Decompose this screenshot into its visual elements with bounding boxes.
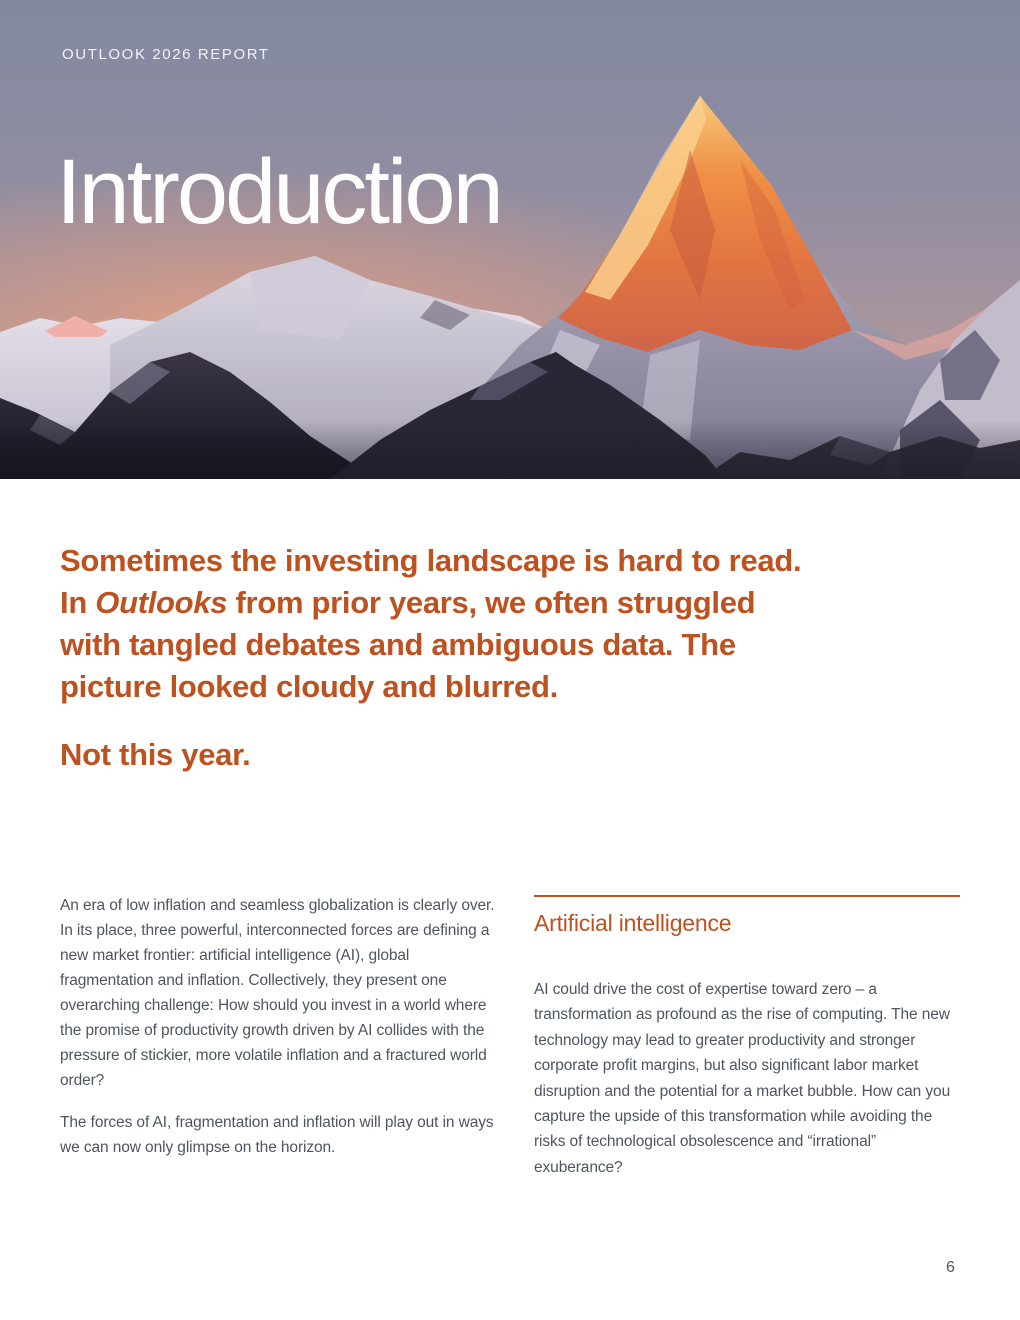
report-eyebrow: OUTLOOK 2026 REPORT xyxy=(62,46,270,63)
hero-section xyxy=(0,0,1020,479)
lede-line: picture looked cloudy and blurred. xyxy=(60,669,558,704)
lede-section xyxy=(60,540,920,776)
page-title: Introduction xyxy=(56,141,501,243)
intro-column xyxy=(60,893,500,1160)
ai-column xyxy=(534,895,960,1180)
lede-line: with tangled debates and ambiguous data. The xyxy=(60,627,736,662)
section-heading: Artificial intelligence xyxy=(534,910,732,936)
lede-paragraph xyxy=(60,540,920,708)
page-number: 6 xyxy=(946,1259,955,1276)
outlooks-italic: Outlooks xyxy=(95,585,228,620)
lede-line: In Outlooks from prior years, we often struggled xyxy=(60,585,756,620)
intro-paragraph-2: The forces of AI, fragmentation and inflation will play out in ways we can now only glimpse on the horizon. xyxy=(60,1114,494,1156)
section-rule xyxy=(534,895,960,897)
ai-paragraph: AI could drive the cost of expertise toward zero – a transformation as profound as the rise of computing. The new technology may lead to greater productivity and stronger corporate profit margins, but also significant labor market disruption and the potential for a market bubble. How can you capture the upside of this transformation while avoiding the risks of technological obsolescence and “irrational” exuberance? xyxy=(534,981,951,1176)
lede-line: Sometimes the investing landscape is hard to read. xyxy=(60,543,802,578)
lede-closing: Not this year. xyxy=(60,737,251,772)
intro-paragraph-1: An era of low inflation and seamless globalization is clearly over. In its place, three powerful, interconnected forces are defining a new market frontier: artificial intelligence (AI), global fragmentation and inflation. Collectively, they present one overarching challenge: How should you invest in a world where the promise of productivity growth driven by AI collides with the pressure of stickier, more volatile inflation and a fractured world order? xyxy=(60,897,495,1089)
